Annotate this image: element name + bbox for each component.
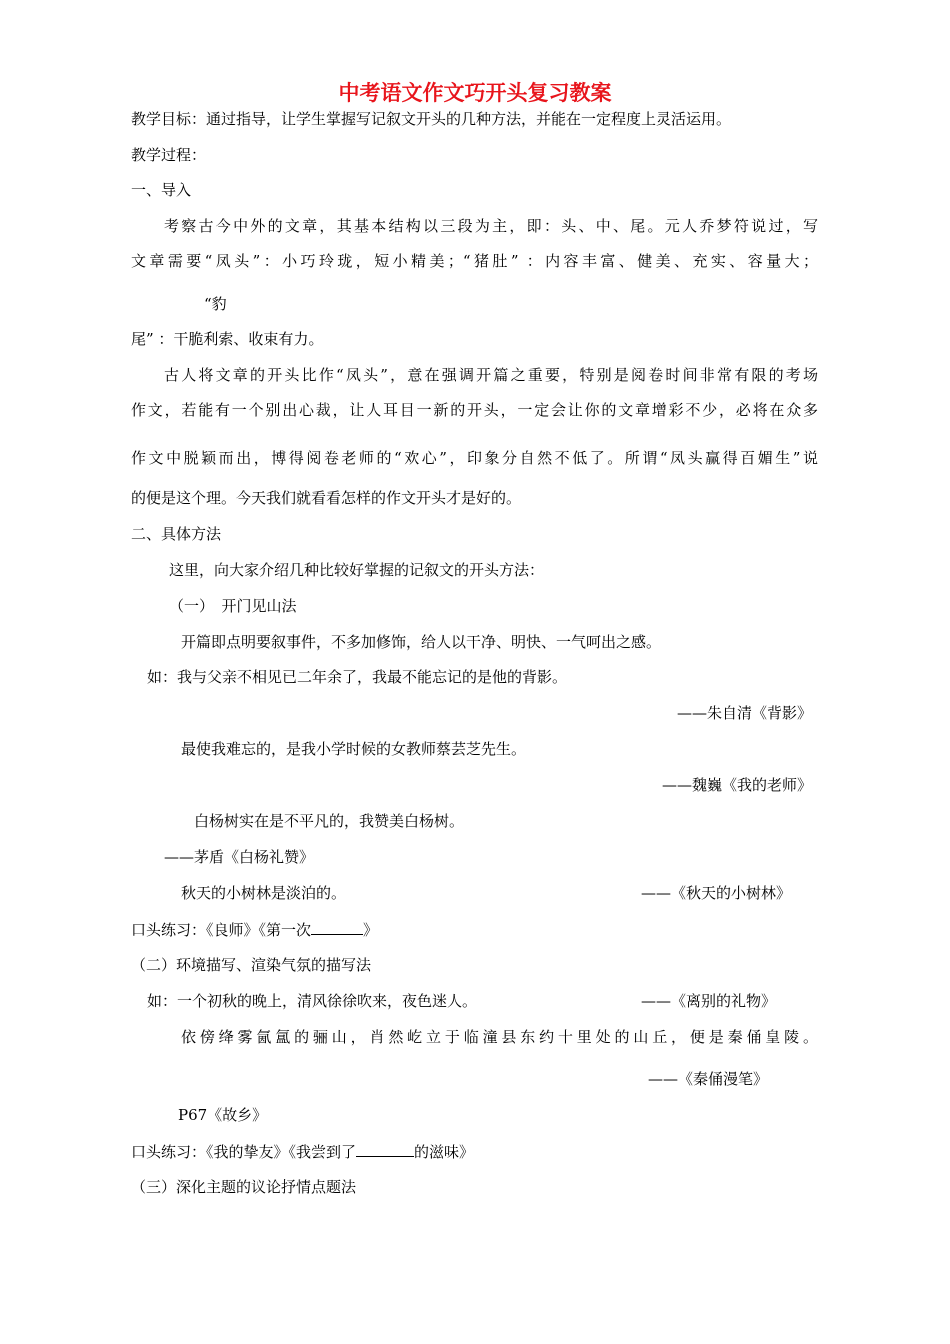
method-description: 开篇即点明要叙事件，不多加修饰，给人以干净、明快、一气呵出之感。 (181, 633, 662, 651)
example-source: ——《离别的礼物》 (641, 992, 777, 1010)
oral-practice-text: 口头练习：《我的挚友》《我尝到了 (131, 1143, 357, 1161)
methods-intro: 这里，向大家介绍几种比较好掌握的记叙文的开头方法： (169, 561, 545, 579)
method-heading: （三）深化主题的议论抒情点题法 (131, 1178, 357, 1196)
example-text: 如：一个初秋的晚上，清风徐徐吹来，夜色迷人。 (147, 992, 478, 1010)
example-text: 白杨树实在是不平凡的，我赞美白杨树。 (194, 812, 465, 830)
intro-paragraph-line: 考察古今中外的文章，其基本结构以三段为主，即：头、中、尾。元人乔梦符说过，写 (164, 217, 818, 235)
oral-practice (131, 919, 378, 940)
example-source: ——朱自清《背影》 (676, 704, 812, 722)
oral-practice (131, 1141, 474, 1162)
oral-practice-text: 》 (363, 921, 379, 939)
intro-paragraph2-line: 作文中脱颖而出，博得阅卷老师的“欢心”，印象分自然不低了。所谓“凤头赢得百媚生”说 (131, 449, 818, 467)
teaching-process-label: 教学过程： (131, 146, 207, 164)
method-heading: （一） 开门见山法 (169, 597, 297, 615)
intro-paragraph-line: 尾” ：干脆利索、收束有力。 (131, 330, 324, 348)
example-source: ——魏巍《我的老师》 (661, 776, 812, 794)
document-title: 中考语文作文巧开头复习教案 (338, 81, 612, 105)
section-heading-methods: 二、具体方法 (131, 525, 222, 543)
example-text: 依傍绛雾氤氲的骊山，肖然屹立于临潼县东约十里处的山丘，便是秦俑皇陵。 (181, 1028, 818, 1046)
intro-paragraph2-line: 古人将文章的开头比作“凤头”，意在强调开篇之重要，特别是阅卷时间非常有限的考场 (164, 366, 818, 384)
example-source: ——《秦俑漫笔》 (648, 1070, 769, 1088)
intro-paragraph-line: “豹 (204, 295, 227, 313)
intro-paragraph2-line: 的便是这个理。今天我们就看看怎样的作文开头才是好的。 (131, 489, 522, 507)
teaching-objective: 教学目标：通过指导，让学生掌握写记叙文开头的几种方法，并能在一定程度上灵活运用。 (131, 110, 732, 128)
reference-text: P67《故乡》 (178, 1106, 268, 1124)
section-heading-intro: 一、导入 (131, 181, 192, 199)
example-source: ——茅盾《白杨礼赞》 (164, 848, 315, 866)
example-text: 如：我与父亲不相见已二年余了，我最不能忘记的是他的背影。 (147, 668, 568, 686)
example-text: 秋天的小树林是淡泊的。 (181, 884, 347, 902)
oral-practice-text: 口头练习：《良师》《第一次 (131, 921, 312, 939)
method-heading: （二）环境描写、渲染气氛的描写法 (131, 956, 372, 974)
fill-in-blank (311, 919, 363, 935)
example-text: 最使我难忘的，是我小学时候的女教师蔡芸芝先生。 (181, 740, 527, 758)
intro-paragraph2-line: 作文，若能有一个别出心裁，让人耳目一新的开头，一定会让你的文章增彩不少，必将在众多 (131, 401, 818, 419)
example-source: ——《秋天的小树林》 (641, 884, 792, 902)
fill-in-blank (356, 1141, 414, 1157)
intro-paragraph-line: 文章需要“凤头”：小巧玲珑，短小精美；“猪肚” ：内容丰富、健美、充实、容量大； (131, 252, 818, 270)
oral-practice-text: 的滋味》 (414, 1143, 475, 1161)
